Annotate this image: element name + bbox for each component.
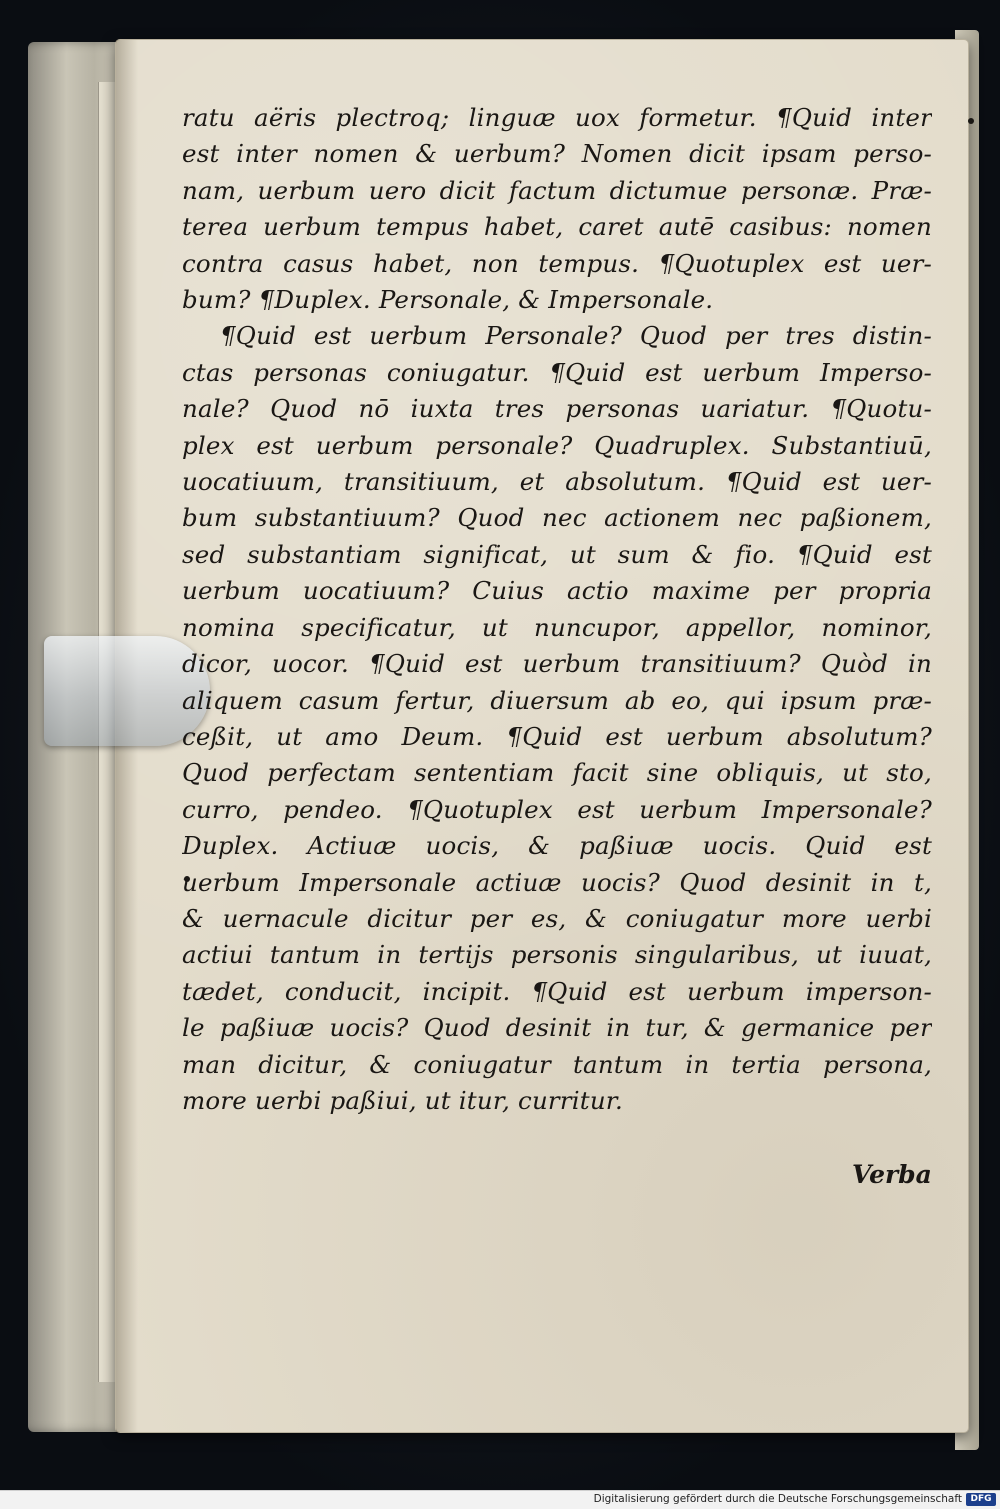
text-line: Quod perfectam sententiam facit sine obliquis, ut sto, bbox=[182, 758, 932, 788]
text-line: ceßit, ut amo Deum. ¶Quid est uerbum absolutum? bbox=[182, 721, 932, 751]
text-line: more uerbi paßiui, ut itur, curritur. bbox=[182, 1085, 624, 1115]
text-line: uerbum Impersonale actiuæ uocis? Quod desinit in t, bbox=[182, 867, 932, 897]
funding-credit: Digitalisierung gefördert durch die Deutsche Forschungsgemeinschaft bbox=[593, 1493, 962, 1505]
text-line: uocatiuum, transitiuum, et absolutum. ¶Quid est uer- bbox=[182, 467, 932, 497]
text-line: bum? ¶Duplex. Personale, & Impersonale. bbox=[182, 285, 714, 315]
text-line: uerbum uocatiuum? Cuius actio maxime per propria bbox=[182, 576, 932, 606]
text-line: actiui tantum in tertijs personis singularibus, ut iuuat, bbox=[182, 940, 932, 970]
text-line: aliquem casum fertur, diuersum ab eo, qui ipsum præ- bbox=[182, 685, 932, 715]
text-line: nale? Quod nō iuxta tres personas uariatur. ¶Quotu- bbox=[182, 394, 932, 424]
text-line: & uernacule dicitur per es, & coniugatur more uerbi bbox=[182, 903, 932, 933]
text-line: terea uerbum tempus habet, caret autē casibus: nomen bbox=[182, 212, 932, 242]
text-line: man dicitur, & coniugatur tantum in tertia persona, bbox=[182, 1049, 932, 1079]
text-line: ¶Quid est uerbum Personale? Quod per tres distin- bbox=[220, 321, 932, 351]
text-line: ctas personas coniugatur. ¶Quid est uerbum Imperso- bbox=[182, 357, 932, 387]
text-line: contra casus habet, non tempus. ¶Quotuplex est uer- bbox=[182, 248, 932, 278]
page-text bbox=[182, 100, 932, 1119]
text-line: ratu aëris plectroq; linguæ uox formetur. ¶Quid inter bbox=[182, 103, 932, 132]
text-line: est inter nomen & uerbum? Nomen dicit ipsam perso- bbox=[182, 139, 932, 169]
text-line: Duplex. Actiuæ uocis, & paßiuæ uocis. Quid est bbox=[182, 831, 932, 861]
text-line: sed substantiam significat, ut sum & fio. ¶Quid est bbox=[182, 539, 932, 569]
dfg-logo: DFG bbox=[966, 1493, 996, 1506]
text-line: curro, pendeo. ¶Quotuplex est uerbum Impersonale? bbox=[182, 794, 932, 824]
text-line: bum substantiuum? Quod nec actionem nec paßionem, bbox=[182, 503, 932, 533]
catchword: Verba bbox=[852, 1160, 932, 1189]
text-line: dicor, uocor. ¶Quid est uerbum transitiuum? Quòd in bbox=[182, 649, 932, 679]
text-line: le paßiuæ uocis? Quod desinit in tur, & germanice per bbox=[182, 1013, 932, 1043]
footer-bar bbox=[0, 1490, 1000, 1509]
text-line: tædet, conducit, incipit. ¶Quid est uerbum imperson- bbox=[182, 976, 932, 1006]
text-line: nam, uerbum uero dicit factum dictumue personæ. Præ- bbox=[182, 175, 932, 205]
margin-mark bbox=[968, 118, 974, 124]
text-line: plex est uerbum personale? Quadruplex. Substantiuū, bbox=[182, 430, 932, 460]
text-line: nomina specificatur, ut nuncupor, appellor, nominor, bbox=[182, 612, 932, 642]
